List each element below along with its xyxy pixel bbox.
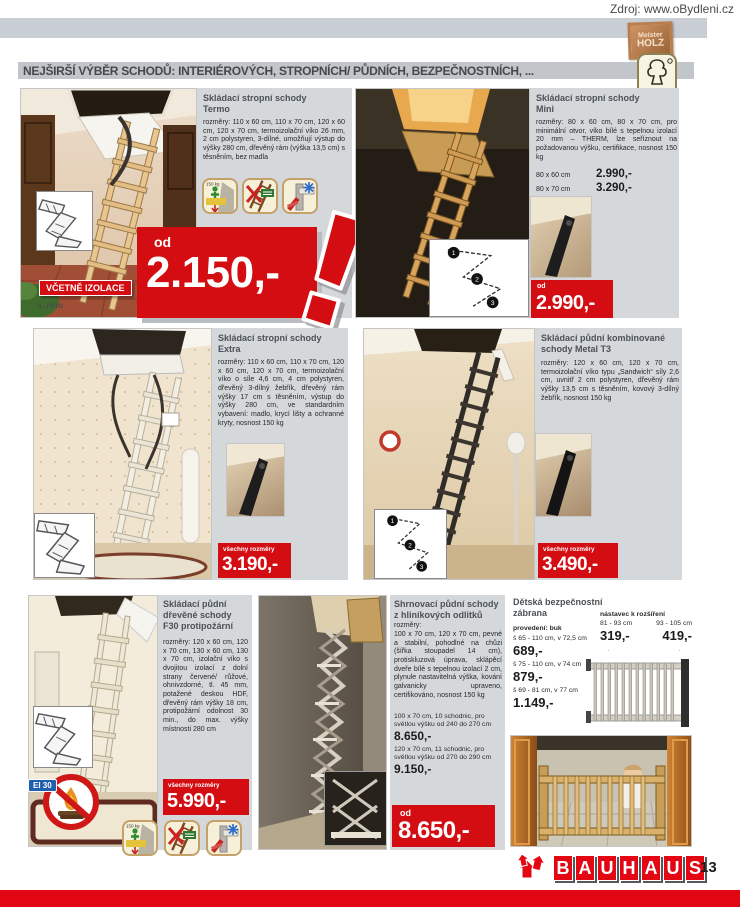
shrnovaci-detail-photo: [324, 771, 387, 846]
product-panel-mini: [355, 88, 692, 318]
svg-text:2: 2: [408, 542, 412, 550]
product-panel-termo: [20, 88, 352, 318]
bauhaus-roof-icon: [515, 852, 553, 884]
metal-t3-photo: [363, 328, 535, 580]
f30-description: rozměry: 120 x 60 cm, 120 x 70 cm, 130 x 60 cm, 130 x 70 cm, izolační víko s dvojitou izolací z dolní strany červené/ růžové, ohnivzdorné, tl. 45 mm, potažené deskou HDF, dřevěný rám výšky 18 cm, protipožární odolnost 30 min., do max. výšky místnosti 280 cm: [163, 639, 248, 733]
metal-t3-price-box: [538, 543, 618, 578]
mini-description: rozměry: 80 x 60 cm, 80 x 70 cm, pro minimální otvor, víko bílé s tepelnou izolací 20 mm – THERM, lze seříznout na požadovanou výšku, certifikace, nosnost 150 kg: [536, 119, 677, 161]
mini-title: Skládací stropní schody Mini: [536, 93, 640, 114]
product-panel-shrnovaci: [258, 595, 505, 850]
extension-title: nástavec k rozšíření: [600, 611, 665, 618]
svg-text:3: 3: [490, 299, 495, 307]
extra-description: rozměry: 110 x 60 cm, 110 x 70 cm, 120 x 60 cm, 120 x 70 cm, termoizolační víko o síle 4,6 cm, 4 cm polystyren, dřevěný 3-dílný žebřík, dřevěný rám výšky 17 cm s těsněním, výstup do výšky 280 cm, ve standardním vybavení: madlo, krycí lišty a ochranné kryty, nosnost 150 kg: [218, 359, 344, 427]
brand-letter-tile: S: [685, 855, 705, 881]
meister-logo-line2: HOLZ: [636, 37, 665, 50]
product-panel-f30: [20, 595, 252, 872]
mini-bracket-detail-photo: [530, 196, 592, 278]
zabrana-variant-label: š 75 - 110 cm, v 74 cm: [513, 660, 582, 668]
brand-letter-tile: A: [641, 855, 661, 881]
metal-t3-unfold-diagram: [374, 509, 447, 579]
extra-price-value: 3.190,-: [222, 554, 278, 575]
termo-description: rozměry: 110 x 60 cm, 110 x 70 cm, 120 x 60 cm, 120 x 70 cm, termoizolační víko 26 mm, 2 cm polystyren, 3-dílné, umožňují výstup do výšky 280 cm, dřevěný rám (výška 13,5 cm) s těsněním, bez madla: [203, 119, 345, 161]
mini-price-table: [536, 168, 677, 196]
f30-price-box: [163, 779, 249, 815]
zabrana-title: Dětská bezpečnostní zábrana: [513, 597, 603, 618]
zabrana-finish: provedení: buk: [513, 625, 562, 632]
mini-size-label: 80 x 70 cm: [536, 186, 571, 193]
svg-text:150 kg: 150 kg: [126, 823, 140, 829]
svg-text:3: 3: [419, 563, 424, 571]
termo-fold-diagram: [36, 191, 93, 251]
extra-title: Skládací stropní schody Extra: [218, 333, 322, 354]
termo-insulation-badge: VČETNĚ IZOLACE: [39, 280, 132, 296]
metal-t3-price-value: 3.490,-: [542, 554, 598, 575]
shrnovaci-photo: [258, 595, 387, 850]
capacity-150kg-icon: [202, 178, 238, 214]
extension-size: 81 - 93 cm: [600, 620, 633, 628]
product-panel-metal-t3: [363, 328, 682, 580]
top-gray-band: [0, 18, 707, 38]
zabrana-lifestyle-photo: [510, 735, 692, 847]
mini-unfold-diagram: [429, 239, 529, 317]
extra-price-box: [218, 543, 291, 578]
header-title: NEJŠIRŠÍ VÝBĚR SCHODŮ: INTERIÉROVÝCH, STROPNÍCH/ PŮDNÍCH, BEZPEČNOSTNÍCH, ...: [23, 64, 534, 78]
brand-letter-tile: H: [619, 855, 639, 881]
meister-holz-ladder-icon: [242, 178, 278, 214]
mini-size-price: 3.290,-: [596, 182, 632, 194]
bauhaus-logo: [515, 852, 701, 886]
termo-price-box: [137, 227, 317, 318]
f30-title: Skládací půdní dřevěné schody F30 protipožární: [163, 599, 234, 631]
bottom-red-stripe: [0, 890, 740, 907]
f30-fire-rating-tag: EI 30: [28, 779, 57, 792]
shrnovaci-variants: [394, 713, 502, 779]
thermal-insulation-icon: [282, 178, 318, 214]
metal-t3-description: rozměry: 120 x 60 cm, 120 x 70 cm, termoizolační víko typu „Sandwich“ síly 2,6 cm, uvnitř 2 cm polystyren, dřevěný rám výšky 13,5 cm s těsněním, kovový 3-dílný žebřík, nosnost 150 kg: [541, 360, 679, 402]
shrnovaci-price-value: 8.650,-: [398, 817, 470, 844]
shrnovaci-title: Shrnovací půdní schody z hliníkových odlitků: [394, 599, 499, 620]
termo-price-prefix: od: [154, 234, 172, 250]
zabrana-variant-price: 1.149,-: [513, 694, 554, 710]
brand-letter-tile: U: [663, 855, 683, 881]
extension-price: 319,-: [600, 628, 630, 644]
meister-holz-ladder-icon: [164, 820, 200, 856]
mini-price-row: [536, 168, 677, 180]
f30-fold-diagram: [33, 706, 93, 768]
brand-letter-tile: U: [597, 855, 617, 881]
page-number: 13: [700, 859, 717, 876]
svg-text:2: 2: [475, 276, 479, 284]
zabrana-variant-price: 689,-: [513, 643, 543, 659]
zabrana-variant-label: š 65 - 110 cm, v 72,5 cm: [513, 635, 587, 643]
capacity-150kg-icon: [122, 820, 158, 856]
source-credit: Zdroj: www.oBydleni.cz: [609, 2, 734, 16]
brand-letter-tile: A: [575, 855, 595, 881]
termo-price-value: 2.150,-: [146, 248, 280, 297]
mini-size-label: 80 x 60 cm: [536, 172, 571, 179]
metal-t3-price-note: všechny rozměry: [543, 546, 595, 553]
shrnovaci-price-box: [392, 805, 495, 847]
zabrana-variant-label: š 69 - 81 cm, v 77 cm: [513, 686, 578, 694]
mini-size-price: 2.990,-: [596, 168, 632, 180]
mini-price-value: 2.990,-: [536, 292, 595, 314]
svg-text:150 kg: 150 kg: [206, 181, 220, 187]
shrnovaci-desc-intro: rozměry:: [394, 622, 422, 629]
brand-letter-tile: B: [553, 855, 573, 881]
product-panel-extra: [33, 328, 348, 580]
extension-size: 93 - 105 cm: [656, 620, 692, 628]
extension-price: 419,-: [662, 628, 692, 644]
mini-price-box: [531, 280, 613, 318]
extra-price-note: všechny rozměry: [223, 546, 275, 553]
fsc-tree-icon: [639, 57, 675, 87]
shrnovaci-variant-label: 100 x 70 cm, 10 schodnic, pro světlou výšku od 240 do 270 cm: [394, 713, 492, 729]
zabrana-gate-product-photo: [586, 651, 692, 735]
thermal-insulation-icon: [206, 820, 242, 856]
termo-photo-note: IL. FOTO: [38, 304, 64, 310]
metal-t3-title: Skládací půdní kombinované schody Metal T3: [541, 333, 666, 354]
shrnovaci-variant-price: 9.150,-: [394, 762, 432, 777]
shrnovaci-variant-label: 120 x 70 cm, 11 schodnic, pro světlou výšku od 270 do 290 cm: [394, 745, 492, 762]
header-bar: [18, 62, 694, 79]
svg-text:1: 1: [390, 518, 395, 526]
extra-photo: [33, 328, 212, 580]
f30-price-value: 5.990,-: [167, 790, 226, 812]
product-panel-zabrana: [510, 595, 692, 872]
mini-price-row: [536, 182, 677, 194]
f30-price-note: všechny rozměry: [168, 782, 220, 789]
shrnovaci-price-prefix: od: [400, 808, 411, 818]
mini-price-prefix: od: [537, 283, 546, 290]
zabrana-variant-price: 879,-: [513, 669, 543, 685]
shrnovaci-description: 100 x 70 cm, 120 x 70 cm, pevné a stabilní, pohodlné na chůzi (šířka stoupadel 14 cm), protiskluzová úprava, sklápěcí dveře bílé s tepelnou izolací 2 cm, plynule nastavitelná výška, kování galvanicky upraveno, certifikováno, nosnost 150 kg: [394, 631, 502, 699]
meister-logo-line1: Meister: [637, 31, 663, 40]
extra-fold-diagram: [34, 513, 95, 578]
bauhaus-letter-tiles: [553, 855, 707, 881]
extra-bracket-detail-photo: [226, 443, 285, 517]
shrnovaci-variant-price: 8.650,-: [394, 729, 432, 744]
termo-title: Skládací stropní schody Termo: [203, 93, 307, 114]
svg-text:1: 1: [451, 250, 456, 258]
metal-t3-bracket-detail-photo: [535, 433, 592, 517]
mini-photo: [355, 88, 530, 318]
